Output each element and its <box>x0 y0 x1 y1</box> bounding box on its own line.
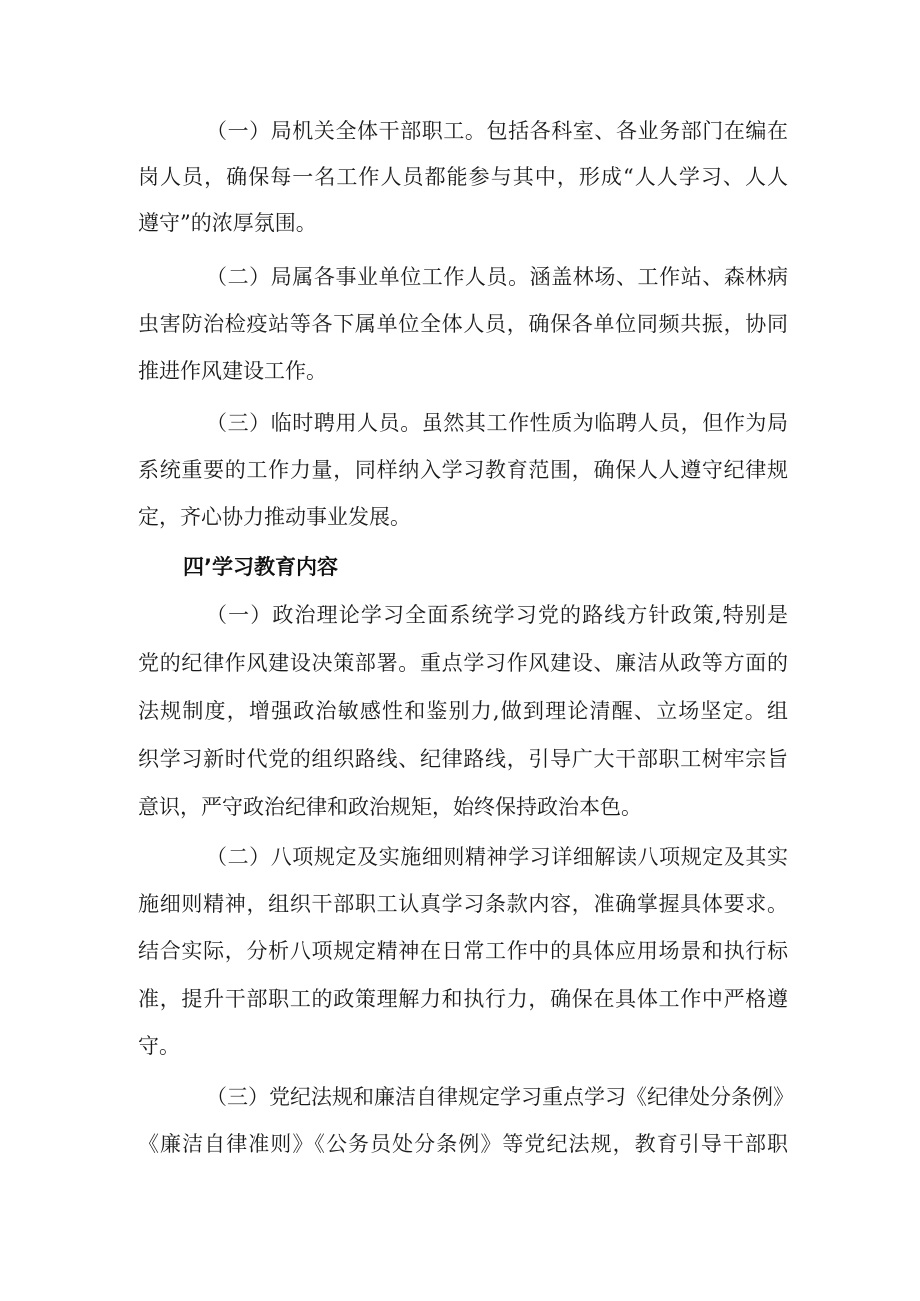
paragraph-2-line-1: （二）局属各事业单位工作人员。涵盖林场、工作站、森林病 <box>206 265 788 289</box>
content-paragraph-2-line-1: （二）八项规定及实施细则精神学习详细解读八项规定及其实 <box>206 845 788 869</box>
paragraph-1-line-1: （一）局机关全体干部职工。包括各科室、各业务部门在编在 <box>206 119 788 143</box>
content-paragraph-3-line-1: （三）党纪法规和廉洁自律规定学习重点学习《纪律处分条例》 <box>206 1085 794 1109</box>
paragraph-1-line-3: 遵守”的浓厚氛围。 <box>138 211 317 235</box>
paragraph-2-line-2: 虫害防治检疫站等各下属单位全体人员，确保各单位同频共振，协同 <box>138 312 788 336</box>
paragraph-3-line-1: （三）临时聘用人员。虽然其工作性质为临聘人员，但作为局 <box>206 411 788 435</box>
paragraph-1-line-2: 岗人员，确保每一名工作人员都能参与其中，形成“人人学习、人人 <box>138 165 788 189</box>
content-paragraph-1-line-5: 意识，严守政治纪律和政治规矩，始终保持政治本色。 <box>138 795 642 819</box>
content-paragraph-1-line-3: 法规制度，增强政治敏感性和鉴别力,做到理论清醒、立场坚定。组 <box>138 699 788 723</box>
section-heading: 四’学习教育内容 <box>183 555 338 579</box>
content-paragraph-2-line-4: 准，提升干部职工的政策理解力和执行力，确保在具体工作中严格遵 <box>138 987 788 1011</box>
content-paragraph-2-line-3: 结合实际，分析八项规定精神在日常工作中的具体应用场景和执行标 <box>138 939 788 963</box>
content-paragraph-2-line-5: 守。 <box>138 1034 180 1058</box>
paragraph-3-line-2: 系统重要的工作力量，同样纳入学习教育范围，确保人人遵守纪律规 <box>138 458 788 482</box>
paragraph-2-line-3: 推进作风建设工作。 <box>138 359 327 383</box>
content-paragraph-1-line-2: 党的纪律作风建设决策部署。重点学习作风建设、廉洁从政等方面的 <box>138 651 788 675</box>
content-paragraph-1-line-4: 织学习新时代党的组织路线、纪律路线，引导广大干部职工树牢宗旨 <box>138 747 788 771</box>
content-paragraph-3-line-2: 《廉洁自律准则》《公务员处分条例》等党纪法规，教育引导干部职 <box>138 1132 788 1156</box>
content-paragraph-1-line-1: （一）政治理论学习全面系统学习党的路线方针政策,特别是 <box>206 603 788 627</box>
content-paragraph-2-line-2: 施细则精神，组织干部职工认真学习条款内容，准确掌握具体要求。 <box>138 892 788 916</box>
paragraph-3-line-3: 定，齐心协力推动事业发展。 <box>138 505 411 529</box>
